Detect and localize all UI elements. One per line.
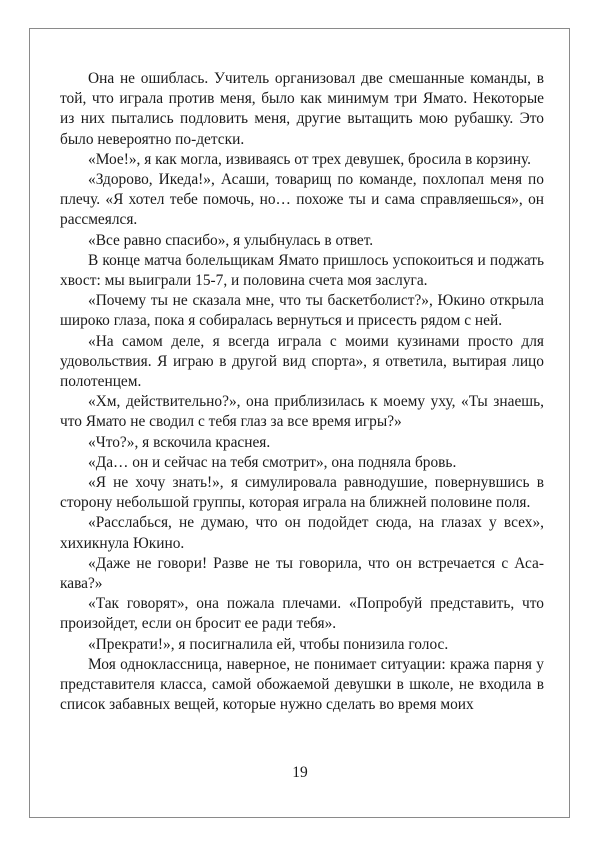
paragraph: «Так говорят», она пожала плечами. «Попробуй представить, что произойдет, если он бросит ее ради тебя».	[60, 595, 544, 633]
paragraph: «Даже не говори! Разве не ты говорила, что он встречается с Асакава?»	[60, 554, 544, 593]
paragraph: «Расслабься, не думаю, что он подойдет сюда, на глазах у всех», хихикнула Юкино.	[60, 514, 544, 552]
paragraph: «Прекрати!», я посигналила ей, чтобы понизила голос.	[88, 635, 449, 653]
paragraph: «Все равно спасибо», я улыбнулась в ответ.	[88, 231, 374, 249]
paragraph: Моя одноклассница, наверное, не понимает ситуации: кража парня у представителя класса, самой обожаемой девушки в школе, не входила в список забавных вещей, которые нужно сделать во время моих	[60, 655, 544, 714]
paragraph: В конце матча болельщикам Ямато пришлось успокоиться и поджать хвост: мы выиграли 15-7, и половина счета моя заслуга.	[60, 251, 544, 290]
paragraph: Она не ошиблась. Учитель организовал две смешанные команды, в той, что играла против меня, было как минимум три Ямато. Некоторые из них пытались подловить меня, другие вытащить мою рубашку. Это было невероятно по-детски.	[60, 70, 544, 148]
paragraph: «Почему ты не сказала мне, что ты баскетболист?», Юкино открыла широко глаза, пока я собиралась вернуться и присесть рядом с ней.	[60, 292, 544, 330]
paragraph: «Мое!», я как могла, извиваясь от трех девушек, бросила в корзину.	[88, 150, 531, 168]
page-number: 19	[292, 764, 308, 781]
paragraph: «Да… он и сейчас на тебя смотрит», она подняла бровь.	[88, 453, 457, 471]
paragraph: «Здорово, Икеда!», Асаши, товарищ по команде, похлопал меня по плечу. «Я хотел тебе помочь, но… похоже ты и сама справляешься», он рассмеялся.	[60, 171, 544, 229]
paragraph: «Я не хочу знать!», я симулировала равнодушие, повернувшись в сторону небольшой группы, которая играла на ближней половине поля.	[60, 474, 544, 512]
paragraph: «На самом деле, я всегда играла с моими кузинами просто для удовольствия. Я играю в другой вид спорта», я ответила, вытирая лицо полотенцем.	[60, 332, 544, 391]
body-text	[60, 69, 544, 716]
paragraph: «Что?», я вскочила краснея.	[88, 433, 271, 451]
paragraph: «Хм, действительно?», она приблизилась к моему уху, «Ты знаешь, что Ямато не сводил с тебя глаз за все время игры?»	[60, 393, 544, 431]
